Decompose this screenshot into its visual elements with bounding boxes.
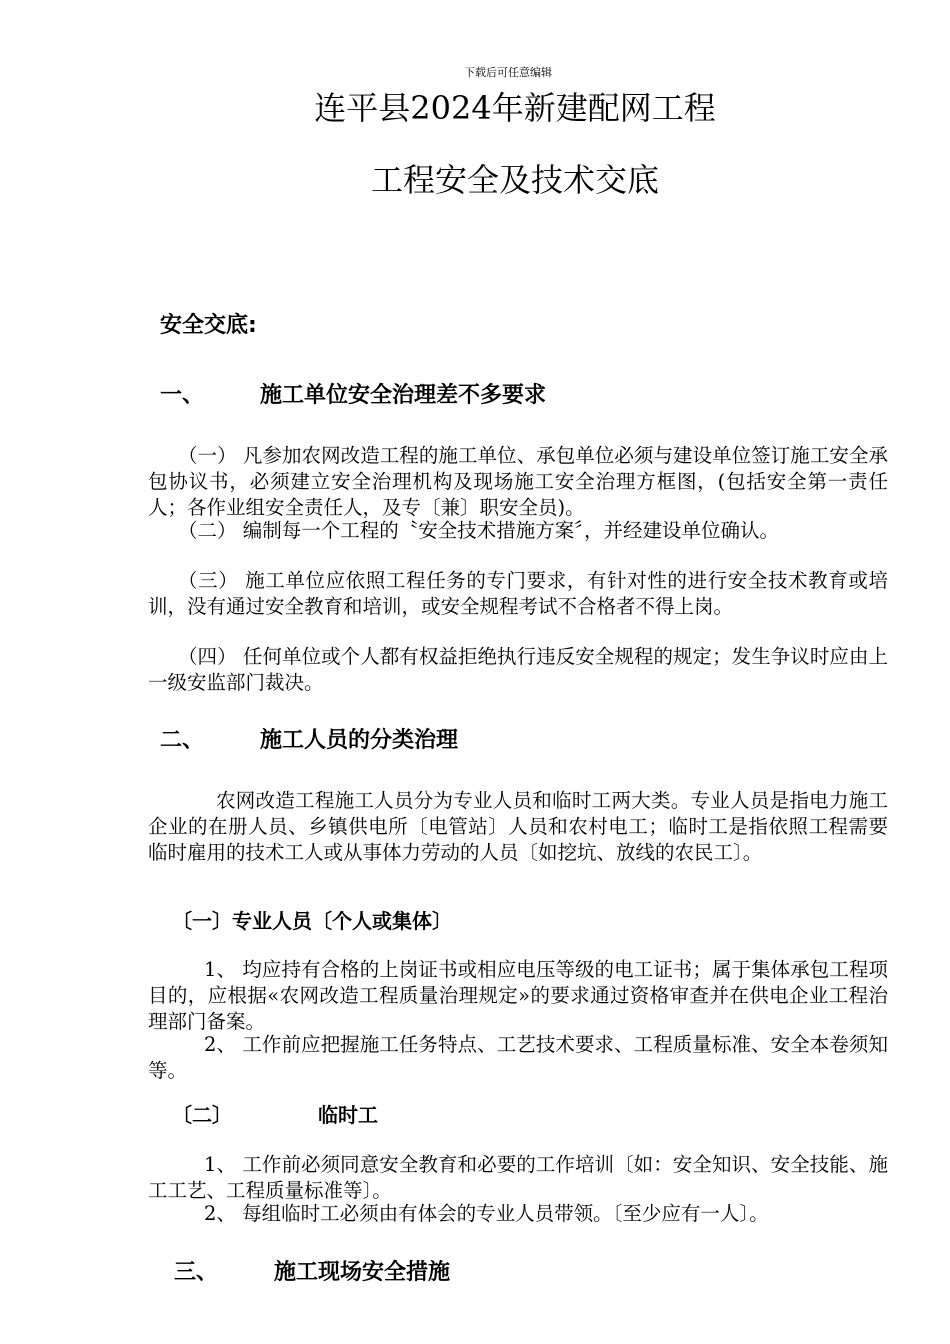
section-number: 二、	[160, 728, 205, 753]
document-title: 连平县2024年新建配网工程	[314, 89, 716, 127]
paragraph	[148, 568, 888, 620]
list-item-text: 每组临时工必须由有体会的专业人员带领。〔至少应有一人〕。	[242, 1202, 769, 1225]
subsection-title: 临时工	[318, 1103, 378, 1127]
section-title: 施工人员的分类治理	[260, 728, 459, 753]
list-item-number: 2、	[204, 1202, 243, 1225]
header-note: 下载后可任意编辑	[464, 66, 552, 79]
paragraph-lead: （一）	[178, 444, 243, 467]
list-item	[148, 957, 888, 1035]
list-item-text: 工作前必须同意安全教育和必要的工作培训〔如：安全知识、安全技能、施工工艺、工程质量标准等〕。	[148, 1153, 888, 1202]
section-number: 三、	[174, 1260, 219, 1285]
subsection-number: 〔二〕	[172, 1103, 232, 1127]
paragraph-text: 施工单位应依照工程任务的专门要求，有针对性的进行安全技术教育或培训，没有通过安全教育和培训，或安全规程考试不合格者不得上岗。	[148, 569, 888, 618]
paragraph	[148, 644, 888, 696]
section-title: 施工现场安全措施	[274, 1260, 451, 1285]
section-title: 施工单位安全治理差不多要求	[260, 383, 547, 408]
list-item-text: 工作前应把握施工任务特点、工艺技术要求、工程质量标准、安全本卷须知等。	[148, 1033, 888, 1082]
list-item	[148, 1032, 888, 1084]
subsection-heading-1	[172, 907, 452, 935]
section-heading-2	[160, 726, 459, 756]
list-item-text: 均应持有合格的上岗证书或相应电压等级的电工证书；属于集体承包工程项目的，应根据«农网改造工程质量治理规定»的要求通过资格审查并在供电企业工程治理部门备案。	[148, 958, 888, 1033]
list-item-number: 1、	[204, 958, 243, 981]
paragraph-text: 农网改造工程施工人员分为专业人员和临时工两大类。专业人员是指电力施工企业的在册人员、乡镇供电所〔电管站〕人员和农村电工；临时工是指依照工程需要临时雇用的技术工人或从事体力劳动的人员〔如挖坑、放线的农民工〕。	[148, 789, 888, 864]
paragraph	[148, 518, 888, 544]
list-item-number: 1、	[204, 1153, 243, 1176]
section-heading-3	[174, 1258, 451, 1288]
subsection-heading-2	[172, 1101, 378, 1129]
subsection-title: 专业人员〔个人或集体〕	[232, 909, 452, 933]
list-item	[148, 1201, 888, 1227]
section-number: 一、	[160, 383, 205, 408]
paragraph-lead: （四）	[178, 645, 243, 668]
list-item	[148, 1152, 888, 1204]
paragraph-text: 任何单位或个人都有权益拒绝执行违反安全规程的规定；发生争议时应由上一级安监部门裁决。	[148, 645, 888, 694]
list-item-number: 2、	[204, 1033, 243, 1056]
paragraph-text: 凡参加农网改造工程的施工单位、承包单位必须与建设单位签订施工安全承包协议书，必须建立安全治理机构及现场施工安全治理方框图，(包括安全第一责任人；各作业组安全责任人，及专〔兼〕职安全员)。	[148, 444, 888, 519]
section-heading-1	[160, 381, 547, 411]
paragraph	[148, 443, 888, 521]
section-label: 安全交底:	[160, 313, 257, 338]
subsection-number: 〔一〕	[172, 909, 232, 933]
paragraph-text: 编制每一个工程的〝安全技术措施方案〞，并经建设单位确认。	[242, 519, 779, 542]
paragraph-lead: （二）	[178, 519, 243, 542]
section-intro	[148, 788, 888, 866]
document-subtitle: 工程安全及技术交底	[370, 161, 659, 199]
paragraph-lead: （三）	[178, 569, 246, 592]
